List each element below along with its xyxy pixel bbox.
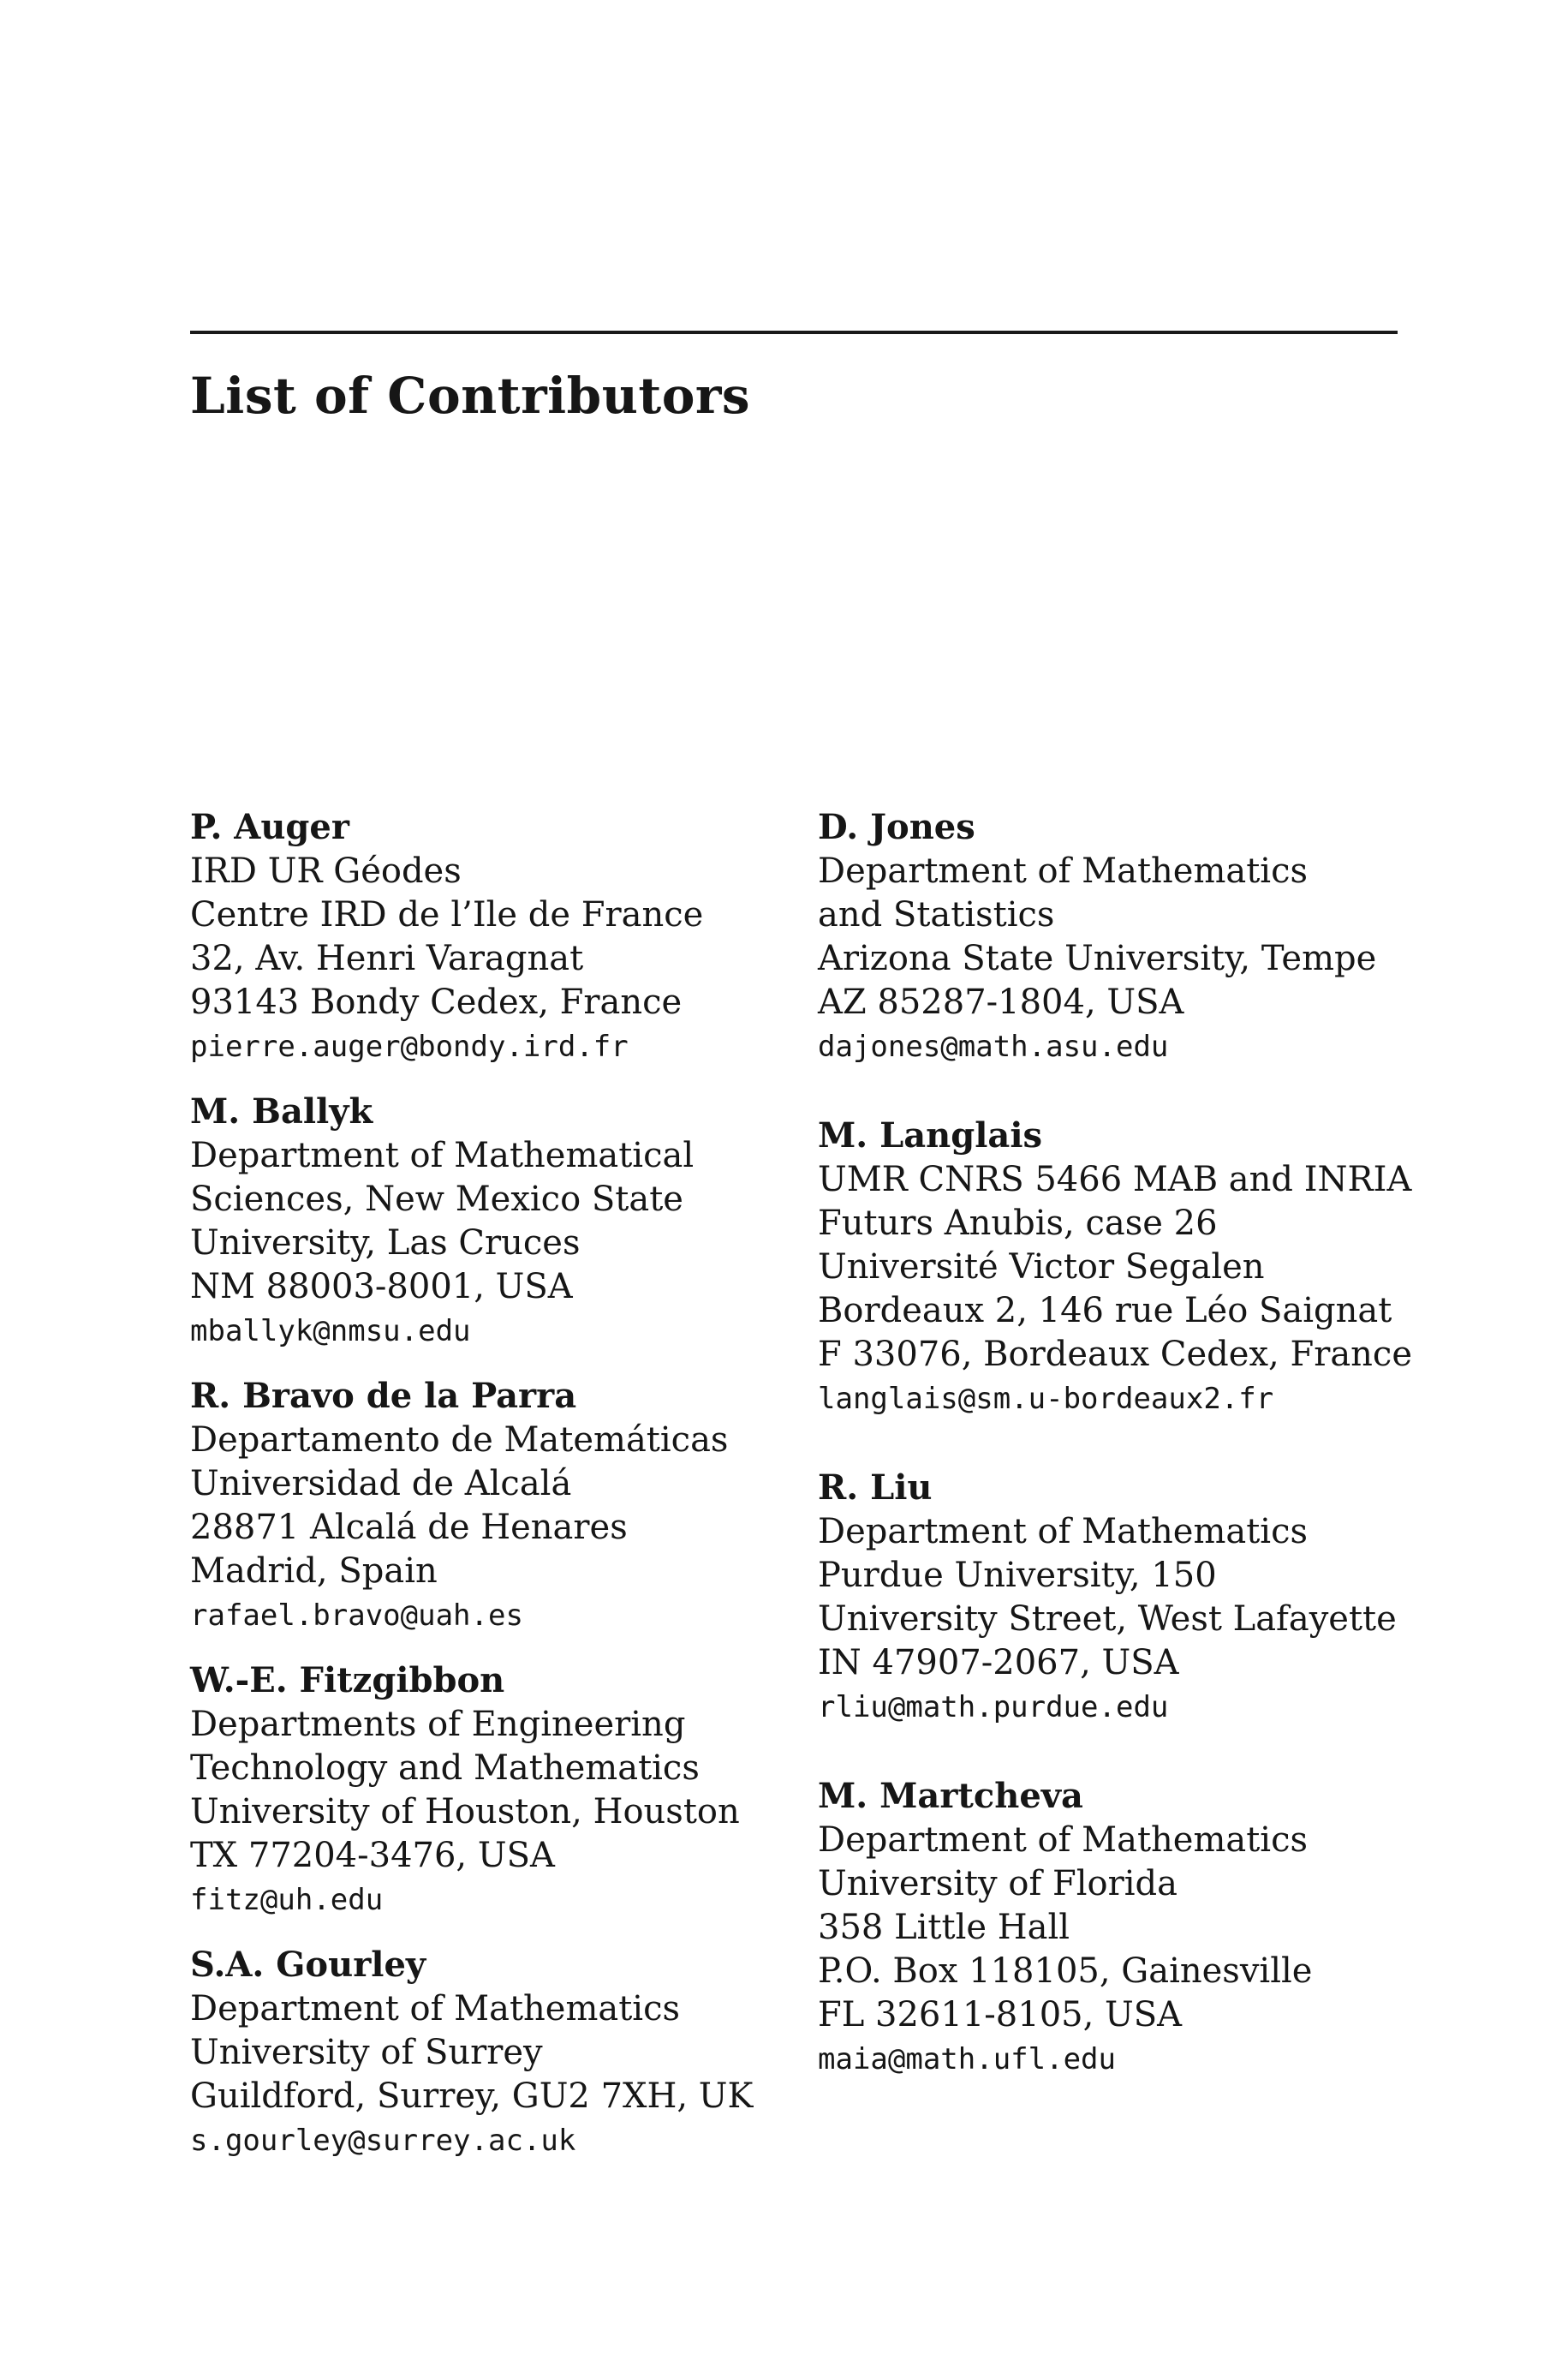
affiliation-line: Purdue University, 150: [818, 1556, 1217, 1595]
affiliation-line: University of Houston, Houston: [190, 1792, 740, 1831]
contributor-entry: [818, 1774, 1400, 2082]
affiliation-line: Departamento de Matemáticas: [190, 1420, 729, 1460]
contributors-right-column: [818, 805, 1413, 2082]
affiliation-line: Departments of Engineering: [190, 1705, 686, 1744]
affiliation-line: Department of Mathematics: [818, 1512, 1309, 1551]
affiliation-line: University Street, West Lafayette: [818, 1599, 1397, 1639]
contributor-email[interactable]: dajones@math.asu.edu: [818, 1030, 1169, 1064]
affiliation-line: F 33076, Bordeaux Cedex, France: [818, 1335, 1413, 1374]
affiliation-line: Department of Mathematics: [818, 851, 1309, 891]
affiliation-line: Department of Mathematics: [190, 1989, 681, 2028]
contributor-entry: [818, 1114, 1413, 1421]
contributor-name: M. Martcheva: [818, 1776, 1083, 1816]
contributor-email[interactable]: mballyk@nmsu.edu: [190, 1314, 471, 1348]
affiliation-line: 358 Little Hall: [818, 1908, 1070, 1947]
contributor-entry: [190, 1943, 807, 2163]
affiliation-line: Guildford, Surrey, GU2 7XH, UK: [190, 2076, 754, 2116]
affiliation-line: Technology and Mathematics: [190, 1748, 700, 1788]
contributor-name: M. Langlais: [818, 1115, 1043, 1156]
contributor-entry: [818, 805, 1400, 1069]
contributors-left-column: [190, 805, 807, 2163]
affiliation-line: IN 47907-2067, USA: [818, 1643, 1179, 1682]
contributor-entry: [190, 1374, 807, 1638]
affiliation-line: Université Victor Segalen: [818, 1247, 1265, 1287]
affiliation-line: Universidad de Alcalá: [190, 1464, 572, 1503]
affiliation-line: P.O. Box 118105, Gainesville: [818, 1951, 1313, 1991]
affiliation-line: Arizona State University, Tempe: [818, 939, 1377, 978]
contributor-email[interactable]: pierre.auger@bondy.ird.fr: [190, 1030, 629, 1064]
contributor-name: D. Jones: [818, 807, 975, 847]
affiliation-line: 32, Av. Henri Varagnat: [190, 939, 584, 978]
affiliation-line: Sciences, New Mexico State: [190, 1180, 683, 1219]
page-title: List of Contributors: [190, 367, 751, 425]
contributor-name: S.A. Gourley: [190, 1945, 426, 1985]
affiliation-line: Centre IRD de l’Ile de France: [190, 895, 704, 935]
affiliation-line: and Statistics: [818, 895, 1055, 935]
contributor-email[interactable]: s.gourley@surrey.ac.uk: [190, 2124, 576, 2158]
affiliation-line: FL 32611-8105, USA: [818, 1995, 1183, 2034]
affiliation-line: Futurs Anubis, case 26: [818, 1204, 1218, 1243]
affiliation-line: TX 77204-3476, USA: [190, 1836, 555, 1875]
contributor-name: R. Liu: [818, 1467, 933, 1508]
affiliation-line: Department of Mathematical: [190, 1136, 695, 1175]
affiliation-line: University of Florida: [818, 1864, 1177, 1903]
affiliation-line: Department of Mathematics: [818, 1820, 1309, 1860]
contributor-email[interactable]: fitz@uh.edu: [190, 1883, 384, 1917]
contributor-email[interactable]: langlais@sm.u-bordeaux2.fr: [818, 1382, 1274, 1416]
affiliation-line: 28871 Alcalá de Henares: [190, 1508, 628, 1547]
affiliation-line: Bordeaux 2, 146 rue Léo Saignat: [818, 1291, 1392, 1330]
contributor-email[interactable]: rliu@math.purdue.edu: [818, 1690, 1169, 1724]
contributor-name: P. Auger: [190, 807, 349, 847]
header-rule: [190, 331, 1398, 334]
contributor-entry: [818, 1466, 1400, 1730]
affiliation-line: 93143 Bondy Cedex, France: [190, 983, 683, 1022]
contributor-email[interactable]: rafael.bravo@uah.es: [190, 1598, 523, 1633]
contributor-entry: [190, 805, 807, 1069]
affiliation-line: AZ 85287-1804, USA: [818, 983, 1184, 1022]
contributor-name: W.-E. Fitzgibbon: [190, 1660, 505, 1700]
contributor-email[interactable]: maia@math.ufl.edu: [818, 2042, 1116, 2076]
contributor-name: M. Ballyk: [190, 1091, 373, 1132]
contributor-entry: [190, 1658, 807, 1922]
contributor-entry: [190, 1090, 807, 1353]
affiliation-line: NM 88003-8001, USA: [190, 1267, 573, 1306]
affiliation-line: IRD UR Géodes: [190, 851, 462, 891]
affiliation-line: Madrid, Spain: [190, 1551, 438, 1591]
affiliation-line: University of Surrey: [190, 2033, 543, 2072]
contributor-name: R. Bravo de la Parra: [190, 1376, 577, 1416]
affiliation-line: UMR CNRS 5466 MAB and INRIA: [818, 1160, 1412, 1199]
affiliation-line: University, Las Cruces: [190, 1223, 581, 1263]
